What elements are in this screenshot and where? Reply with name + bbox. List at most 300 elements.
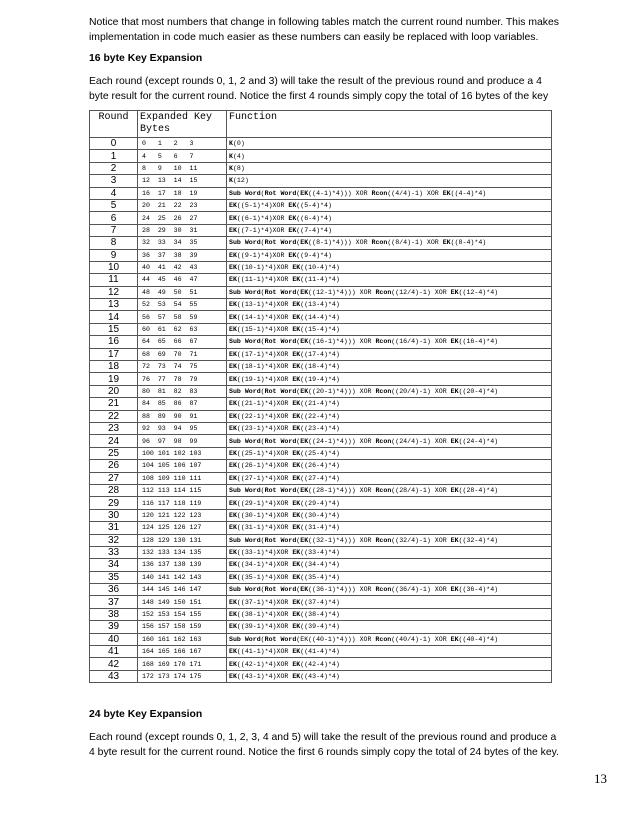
- function-keyword: EK: [229, 425, 237, 433]
- function-text: (: [260, 536, 265, 544]
- function-keyword: EK: [229, 313, 237, 321]
- function-text: ((18-4)*4): [300, 363, 340, 371]
- round-cell: 19: [90, 373, 138, 385]
- function-keyword: EK: [229, 264, 237, 272]
- expanded-key-bytes-cell: 8 9 10 11: [138, 162, 227, 174]
- function-text: ((23-1)*4)XOR: [236, 425, 293, 433]
- function-cell: [227, 299, 552, 311]
- function-keyword: Rot Word: [264, 586, 297, 594]
- function-cell: [227, 249, 552, 261]
- function-text: (: [260, 288, 265, 296]
- round-cell: 32: [90, 534, 138, 546]
- function-text: ((6-4)*4): [296, 214, 332, 222]
- function-keyword: EK: [292, 598, 301, 606]
- function-text: ((19-4)*4): [300, 375, 340, 383]
- function-text: ((41-4)*4): [300, 648, 340, 656]
- function-text: (: [296, 586, 301, 594]
- function-keyword: EK: [229, 363, 237, 371]
- function-text: ((36/4)-1) XOR: [391, 586, 451, 594]
- table-row: [90, 658, 552, 670]
- round-cell: 16: [90, 336, 138, 348]
- expanded-key-bytes-cell: 124 125 126 127: [138, 522, 227, 534]
- expanded-key-bytes-cell: 96 97 98 99: [138, 435, 227, 447]
- table-row: [90, 460, 552, 472]
- table-row: [90, 584, 552, 596]
- function-keyword: EK: [292, 672, 301, 680]
- function-keyword: EK: [229, 660, 237, 668]
- function-cell: [227, 509, 552, 521]
- table-row: [90, 237, 552, 249]
- function-keyword: Sub Word: [229, 437, 261, 445]
- function-keyword: EK: [292, 425, 301, 433]
- table-row: [90, 472, 552, 484]
- function-text: ((30-1)*4)XOR: [236, 511, 293, 519]
- function-keyword: EK: [300, 189, 309, 197]
- function-keyword: EK: [442, 189, 451, 197]
- function-text: ((17-1)*4)XOR: [236, 350, 293, 358]
- table-row: [90, 323, 552, 335]
- function-cell: [227, 311, 552, 323]
- function-keyword: K: [229, 152, 233, 160]
- table-row: [90, 646, 552, 658]
- function-text: ((35-4)*4): [300, 573, 340, 581]
- function-cell: [227, 497, 552, 509]
- table-row: [90, 435, 552, 447]
- function-keyword: Rcon: [375, 586, 392, 594]
- function-keyword: Rot Word: [264, 338, 297, 346]
- function-keyword: EK: [288, 226, 297, 234]
- key-expansion-table: [89, 110, 552, 683]
- function-keyword: EK: [450, 536, 459, 544]
- table-row: [90, 249, 552, 261]
- expanded-key-bytes-cell: 4 5 6 7: [138, 150, 227, 162]
- table-row: [90, 274, 552, 286]
- function-text: ((41-1)*4)XOR: [236, 648, 293, 656]
- function-text: (: [296, 437, 301, 445]
- table-row: [90, 546, 552, 558]
- function-cell: [227, 323, 552, 335]
- function-text: ((5-1)*4)XOR: [236, 202, 289, 210]
- function-keyword: EK: [229, 400, 237, 408]
- function-keyword: EK: [292, 400, 301, 408]
- header-expanded-key-bytes: Expanded Key Bytes: [138, 111, 227, 138]
- expanded-key-bytes-cell: 24 25 26 27: [138, 212, 227, 224]
- function-keyword: EK: [229, 672, 237, 680]
- function-keyword: EK: [292, 549, 301, 557]
- table-row: [90, 509, 552, 521]
- function-text: ((9-4)*4): [296, 251, 332, 259]
- function-cell: [227, 646, 552, 658]
- expanded-key-bytes-cell: 112 113 114 115: [138, 484, 227, 496]
- function-keyword: Sub Word: [229, 338, 261, 346]
- table-row: [90, 422, 552, 434]
- function-cell: [227, 670, 552, 682]
- function-keyword: Sub Word: [229, 536, 261, 544]
- function-text: (EK((40-1)*4))) XOR: [296, 635, 376, 643]
- round-cell: 5: [90, 199, 138, 211]
- table-row: [90, 410, 552, 422]
- round-cell: 42: [90, 658, 138, 670]
- round-cell: 20: [90, 385, 138, 397]
- function-text: (: [296, 536, 301, 544]
- function-cell: [227, 237, 552, 249]
- function-keyword: Sub Word: [229, 388, 261, 395]
- function-text: (: [296, 288, 301, 296]
- function-text: ((29-1)*4)XOR: [236, 499, 293, 507]
- function-keyword: EK: [292, 660, 301, 668]
- function-text: (: [260, 586, 265, 594]
- function-cell: [227, 608, 552, 620]
- function-keyword: EK: [292, 412, 301, 420]
- function-keyword: EK: [292, 375, 301, 383]
- table-row: [90, 138, 552, 150]
- function-keyword: EK: [229, 511, 237, 519]
- header-function: Function: [227, 111, 552, 138]
- function-text: ((14-4)*4): [300, 313, 340, 321]
- function-text: ((40/4)-1) XOR: [391, 635, 451, 643]
- expanded-key-bytes-cell: 140 141 142 143: [138, 571, 227, 583]
- function-text: ((27-4)*4): [300, 474, 340, 482]
- expanded-key-bytes-cell: 108 109 110 111: [138, 472, 227, 484]
- function-keyword: EK: [450, 487, 459, 495]
- round-cell: 29: [90, 497, 138, 509]
- function-keyword: EK: [292, 573, 301, 581]
- table-row: [90, 670, 552, 682]
- table-row: [90, 361, 552, 373]
- function-text: ((28-4)*4): [458, 487, 499, 495]
- function-keyword: EK: [229, 412, 237, 420]
- function-keyword: Rcon: [375, 487, 392, 495]
- table-row: [90, 534, 552, 546]
- table-header-row: [90, 111, 552, 138]
- function-keyword: EK: [229, 611, 237, 619]
- table-row: [90, 199, 552, 211]
- function-cell: [227, 286, 552, 298]
- function-text: ((39-1)*4)XOR: [236, 623, 293, 631]
- table-row: [90, 596, 552, 608]
- function-keyword: EK: [229, 549, 237, 557]
- function-keyword: Sub Word: [229, 635, 261, 643]
- function-text: ((29-4)*4): [300, 499, 340, 507]
- round-cell: 43: [90, 670, 138, 682]
- function-text: ((13-4)*4): [300, 301, 340, 309]
- expanded-key-bytes-cell: 76 77 78 79: [138, 373, 227, 385]
- function-keyword: EK: [229, 350, 237, 358]
- function-keyword: Sub Word: [229, 239, 261, 247]
- function-cell: [227, 336, 552, 348]
- function-text: ((35-1)*4)XOR: [236, 573, 293, 581]
- function-text: ((14-1)*4)XOR: [236, 313, 293, 321]
- function-keyword: EK: [229, 524, 237, 532]
- function-text: ((15-1)*4)XOR: [236, 326, 293, 334]
- function-keyword: EK: [292, 648, 301, 656]
- function-cell: [227, 410, 552, 422]
- function-keyword: EK: [442, 239, 451, 247]
- function-keyword: EK: [292, 449, 301, 457]
- function-keyword: Rot Word: [264, 288, 297, 296]
- function-cell: [227, 199, 552, 211]
- function-cell: [227, 484, 552, 496]
- function-text: ((24-1)*4))) XOR: [308, 437, 376, 445]
- function-cell: [227, 571, 552, 583]
- function-keyword: EK: [450, 635, 459, 643]
- function-keyword: EK: [300, 487, 309, 495]
- function-text: ((8-4)*4): [450, 239, 487, 247]
- function-keyword: EK: [292, 524, 301, 532]
- function-text: ((25-1)*4)XOR: [236, 449, 293, 457]
- expanded-key-bytes-cell: 56 57 58 59: [138, 311, 227, 323]
- function-keyword: Rot Word: [264, 388, 297, 395]
- function-text: (: [260, 635, 265, 643]
- function-keyword: EK: [229, 214, 237, 222]
- page-number: 13: [594, 771, 607, 786]
- function-text: ((38-1)*4)XOR: [236, 611, 293, 619]
- function-keyword: EK: [292, 623, 301, 631]
- function-keyword: EK: [288, 214, 297, 222]
- table-row: [90, 497, 552, 509]
- function-cell: [227, 447, 552, 459]
- round-cell: 2: [90, 162, 138, 174]
- table-row: [90, 385, 552, 397]
- function-keyword: EK: [450, 437, 459, 445]
- function-text: ((16/4)-1) XOR: [391, 338, 451, 346]
- function-keyword: EK: [229, 276, 237, 284]
- table-row: [90, 484, 552, 496]
- function-text: ((32/4)-1) XOR: [391, 536, 451, 544]
- round-cell: 12: [90, 286, 138, 298]
- function-keyword: K: [229, 164, 233, 172]
- round-cell: 35: [90, 571, 138, 583]
- function-cell: [227, 435, 552, 447]
- function-text: ((21-1)*4)XOR: [236, 400, 293, 408]
- function-text: (0): [232, 140, 245, 148]
- function-cell: [227, 224, 552, 236]
- table-row: [90, 447, 552, 459]
- function-text: ((11-4)*4): [300, 276, 340, 284]
- function-keyword: Rot Word: [264, 189, 297, 197]
- function-text: ((20-4)*4): [458, 388, 499, 395]
- table-row: [90, 398, 552, 410]
- function-keyword: EK: [450, 586, 459, 594]
- table-row: [90, 286, 552, 298]
- round-cell: 18: [90, 361, 138, 373]
- function-keyword: Rcon: [371, 189, 388, 197]
- function-cell: [227, 138, 552, 150]
- expanded-key-bytes-cell: 156 157 158 159: [138, 621, 227, 633]
- function-text: ((23-4)*4): [300, 425, 340, 433]
- function-text: ((25-4)*4): [300, 449, 340, 457]
- round-cell: 6: [90, 212, 138, 224]
- expanded-key-bytes-cell: 100 101 102 103: [138, 447, 227, 459]
- expanded-key-bytes-cell: 0 1 2 3: [138, 138, 227, 150]
- function-keyword: EK: [292, 561, 301, 569]
- function-keyword: EK: [450, 288, 459, 296]
- function-keyword: EK: [229, 251, 237, 259]
- function-keyword: EK: [229, 598, 237, 606]
- function-cell: [227, 385, 552, 397]
- function-text: ((30-4)*4): [300, 511, 340, 519]
- function-text: ((5-4)*4): [296, 202, 332, 210]
- function-keyword: EK: [229, 375, 237, 383]
- expanded-key-bytes-cell: 20 21 22 23: [138, 199, 227, 211]
- expanded-key-bytes-cell: 104 105 106 107: [138, 460, 227, 472]
- function-keyword: EK: [300, 239, 309, 247]
- function-cell: [227, 422, 552, 434]
- function-keyword: EK: [229, 226, 237, 234]
- function-keyword: Rcon: [375, 288, 392, 296]
- function-text: ((38-4)*4): [300, 611, 340, 619]
- expanded-key-bytes-cell: 80 81 82 83: [138, 385, 227, 397]
- function-keyword: EK: [292, 363, 301, 371]
- function-keyword: EK: [292, 499, 301, 507]
- round-cell: 34: [90, 559, 138, 571]
- function-keyword: EK: [229, 573, 237, 581]
- round-cell: 24: [90, 435, 138, 447]
- expanded-key-bytes-cell: 88 89 90 91: [138, 410, 227, 422]
- expanded-key-bytes-cell: 64 65 66 67: [138, 336, 227, 348]
- table-row: [90, 633, 552, 645]
- function-keyword: Sub Word: [229, 487, 261, 495]
- function-cell: [227, 348, 552, 360]
- table-row: [90, 187, 552, 199]
- function-keyword: EK: [292, 313, 301, 321]
- function-text: (: [260, 239, 265, 247]
- round-cell: 10: [90, 261, 138, 273]
- function-keyword: Rcon: [375, 338, 392, 346]
- function-keyword: K: [229, 140, 233, 148]
- function-keyword: Rcon: [375, 437, 392, 445]
- round-cell: 9: [90, 249, 138, 261]
- function-keyword: EK: [300, 338, 309, 346]
- expanded-key-bytes-cell: 36 37 38 39: [138, 249, 227, 261]
- function-text: ((17-4)*4): [300, 350, 340, 358]
- round-cell: 7: [90, 224, 138, 236]
- round-cell: 38: [90, 608, 138, 620]
- function-keyword: EK: [300, 536, 309, 544]
- function-keyword: Sub Word: [229, 586, 261, 594]
- function-cell: [227, 596, 552, 608]
- function-text: ((33-1)*4)XOR: [236, 549, 293, 557]
- function-text: ((11-1)*4)XOR: [236, 276, 293, 284]
- function-text: ((8-1)*4))) XOR: [308, 239, 372, 247]
- expanded-key-bytes-cell: 28 29 30 31: [138, 224, 227, 236]
- function-text: ((42-4)*4): [300, 660, 340, 668]
- function-cell: [227, 175, 552, 187]
- round-cell: 41: [90, 646, 138, 658]
- function-keyword: EK: [450, 338, 459, 346]
- round-cell: 25: [90, 447, 138, 459]
- function-text: ((24/4)-1) XOR: [391, 437, 451, 445]
- expanded-key-bytes-cell: 84 85 86 87: [138, 398, 227, 410]
- function-text: (: [260, 487, 265, 495]
- function-text: ((4/4)-1) XOR: [387, 189, 443, 197]
- function-cell: [227, 150, 552, 162]
- round-cell: 31: [90, 522, 138, 534]
- section-16-heading: 16 byte Key Expansion: [89, 53, 203, 64]
- function-text: ((31-1)*4)XOR: [236, 524, 293, 532]
- function-keyword: Sub Word: [229, 288, 261, 296]
- function-cell: [227, 621, 552, 633]
- intro-paragraph: Notice that most numbers that change in following tables match the current round number. This makes implementation in code much easier as these numbers can easily be replaced with loop variables.: [89, 17, 559, 43]
- function-text: ((37-1)*4)XOR: [236, 598, 293, 606]
- function-keyword: EK: [300, 437, 309, 445]
- expanded-key-bytes-cell: 148 149 150 151: [138, 596, 227, 608]
- expanded-key-bytes-cell: 116 117 118 119: [138, 497, 227, 509]
- function-text: (: [296, 388, 301, 395]
- function-keyword: EK: [288, 202, 297, 210]
- expanded-key-bytes-cell: 72 73 74 75: [138, 361, 227, 373]
- expanded-key-bytes-cell: 120 121 122 123: [138, 509, 227, 521]
- section-16-paragraph: Each round (except rounds 0, 1, 2 and 3) will take the result of the previous round and produce a 4 byte result for the current round. Notice the first 4 rounds simply copy the total of 16 bytes of the key: [89, 76, 549, 102]
- function-text: ((37-4)*4): [300, 598, 340, 606]
- function-text: ((20-1)*4))) XOR: [308, 388, 376, 395]
- function-keyword: EK: [229, 474, 237, 482]
- expanded-key-bytes-cell: 68 69 70 71: [138, 348, 227, 360]
- function-text: ((12-1)*4))) XOR: [308, 288, 376, 296]
- round-cell: 40: [90, 633, 138, 645]
- function-text: ((26-1)*4)XOR: [236, 462, 293, 470]
- function-keyword: EK: [229, 326, 237, 334]
- function-keyword: Sub Word: [229, 189, 261, 197]
- function-cell: [227, 274, 552, 286]
- function-text: ((39-4)*4): [300, 623, 340, 631]
- function-keyword: Rot Word: [264, 487, 297, 495]
- table-row: [90, 336, 552, 348]
- round-cell: 26: [90, 460, 138, 472]
- function-keyword: Rcon: [375, 388, 392, 395]
- round-cell: 15: [90, 323, 138, 335]
- function-cell: [227, 584, 552, 596]
- round-cell: 8: [90, 237, 138, 249]
- function-cell: [227, 559, 552, 571]
- expanded-key-bytes-cell: 128 129 130 131: [138, 534, 227, 546]
- function-text: (: [296, 338, 301, 346]
- round-cell: 33: [90, 546, 138, 558]
- function-keyword: EK: [229, 301, 237, 309]
- expanded-key-bytes-cell: 60 61 62 63: [138, 323, 227, 335]
- function-text: ((20/4)-1) XOR: [391, 388, 451, 395]
- function-text: ((34-4)*4): [300, 561, 340, 569]
- function-keyword: EK: [292, 511, 301, 519]
- function-keyword: EK: [288, 251, 297, 259]
- round-cell: 3: [90, 175, 138, 187]
- expanded-key-bytes-cell: 160 161 162 163: [138, 633, 227, 645]
- expanded-key-bytes-cell: 48 49 50 51: [138, 286, 227, 298]
- function-text: ((22-1)*4)XOR: [236, 412, 293, 420]
- function-text: ((33-4)*4): [300, 549, 340, 557]
- function-text: (: [260, 338, 265, 346]
- round-cell: 0: [90, 138, 138, 150]
- function-text: ((43-4)*4): [300, 672, 340, 680]
- function-text: ((15-4)*4): [300, 326, 340, 334]
- table-row: [90, 608, 552, 620]
- function-text: ((27-1)*4)XOR: [236, 474, 293, 482]
- function-cell: [227, 212, 552, 224]
- expanded-key-bytes-cell: 40 41 42 43: [138, 261, 227, 273]
- function-keyword: EK: [229, 623, 237, 631]
- function-text: ((4-4)*4): [450, 189, 487, 197]
- function-cell: [227, 534, 552, 546]
- function-cell: [227, 633, 552, 645]
- table-row: [90, 261, 552, 273]
- function-text: ((4-1)*4))) XOR: [308, 189, 372, 197]
- function-keyword: EK: [292, 474, 301, 482]
- function-text: ((9-1)*4)XOR: [236, 251, 289, 259]
- function-text: (8): [232, 164, 245, 172]
- function-text: ((31-4)*4): [300, 524, 340, 532]
- expanded-key-bytes-cell: 92 93 94 95: [138, 422, 227, 434]
- expanded-key-bytes-cell: 136 137 138 139: [138, 559, 227, 571]
